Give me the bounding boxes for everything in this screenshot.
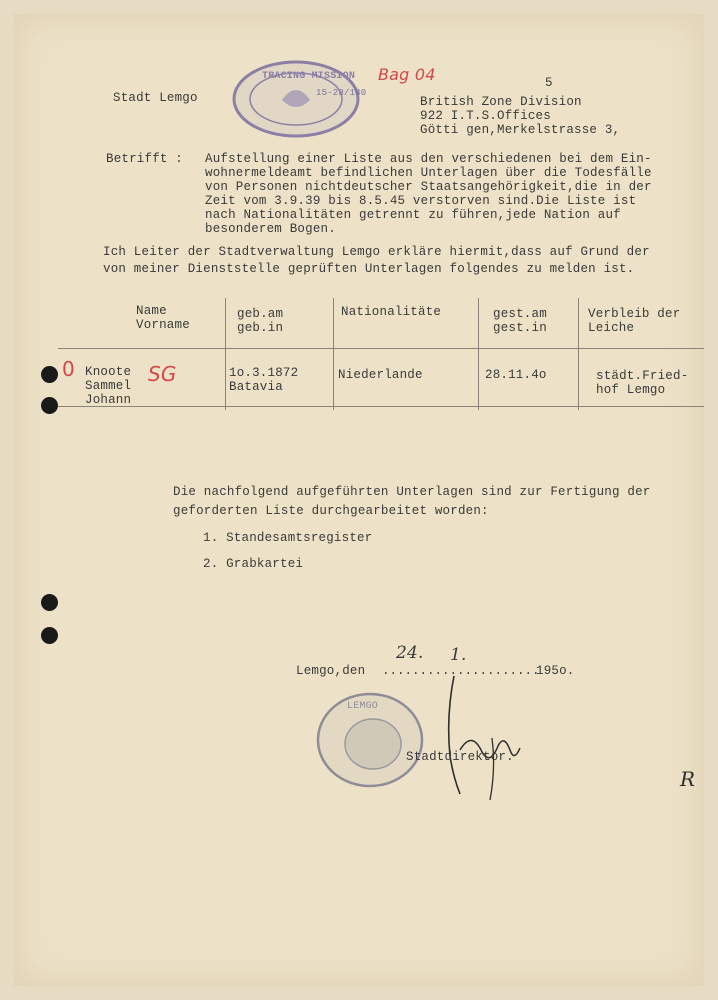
source-item: 2. Grabkartei [203,557,304,571]
row-burial: städt.Fried- [596,369,689,383]
marginal-ref: Bag 04 [378,65,436,84]
stamp-top-text: TRACING MISSION [262,71,356,82]
sources-intro: geforderten Liste durchgearbeitet worden: [173,504,489,518]
punch-hole [41,397,58,414]
subject-line: besonderem Bogen. [205,222,336,236]
row-nationality: Niederlande [338,368,423,382]
row-birth-place: Batavia [229,380,283,394]
subject-line: Zeit vom 3.9.39 bis 8.5.45 verstorven sind.Die Liste ist [205,194,637,208]
source-item: 1. Standesamtsregister [203,531,373,545]
table-divider [225,298,226,410]
row-name: Knoote [85,365,132,379]
header-geb-in: geb.in [237,321,284,335]
date-prefix: Lemgo,den [296,664,366,678]
header-leiche: Leiche [588,321,635,335]
table-divider [333,298,334,410]
date-year: 195o. [536,664,575,678]
table-divider [478,298,479,410]
punch-hole [41,366,58,383]
row-death-date: 28.11.4o [485,368,547,382]
declaration-line: Ich Leiter der Stadtverwaltung Lemgo erkläre hiermit,dass auf Grund der [103,245,650,259]
table-header-rule [58,348,704,349]
subject-label: Betrifft : [106,152,184,166]
subject-line: Aufstellung einer Liste aus den verschiedenen bei dem Ein- [205,152,652,166]
handwritten-signature [440,670,530,805]
date-month-handwritten: 1. [450,645,467,665]
sources-intro: Die nachfolgend aufgeführten Unterlagen sind zur Fertigung der [173,485,651,499]
declaration-line: von meiner Dienststelle geprüften Unterlagen folgendes zu melden ist. [103,262,635,276]
signature-title: Stadtdirektor. [406,750,514,764]
header-gest-in: gest.in [493,321,547,335]
row-name: Sammel [85,379,132,393]
margin-mark: R [680,767,696,791]
annotation-sg: SG [148,362,177,386]
recipient-line2: 922 I.T.S.Offices [420,109,551,123]
punch-hole [41,627,58,644]
recipient-line1: British Zone Division [420,95,582,109]
page-number: 5 [545,76,553,90]
table-divider [578,298,579,410]
subject-line: von Personen nichtdeutscher Staatsangehörigkeit,die in der [205,180,652,194]
subject-line: wohnermeldeamt befindlichen Unterlagen über die Todesfälle [205,166,652,180]
date-day-handwritten: 24. [396,643,424,663]
header-geb-am: geb.am [237,307,284,321]
subject-line: nach Nationalitäten getrennt zu führen,jede Nation auf [205,208,621,222]
small-handwritten-ref: 15-28/140 [316,88,367,98]
header-vorname: Vorname [136,318,190,332]
sender: Stadt Lemgo [113,91,198,105]
header-verbleib: Verbleib der [588,307,681,321]
table-bottom-rule [58,406,704,407]
recipient-line3: Götti gen,Merkelstrasse 3, [420,123,621,137]
annotation-mark: 0 [62,357,75,381]
header-nationality: Nationalitäte [341,305,442,319]
date-dots: ..................... [382,664,540,678]
punch-hole [41,594,58,611]
header-gest-am: gest.am [493,307,547,321]
row-name: Johann [85,393,132,407]
row-birth-date: 1o.3.1872 [229,366,299,380]
header-name: Name [136,304,167,318]
row-burial: hof Lemgo [596,383,666,397]
stamp-bottom-text: LEMGO [347,701,379,712]
